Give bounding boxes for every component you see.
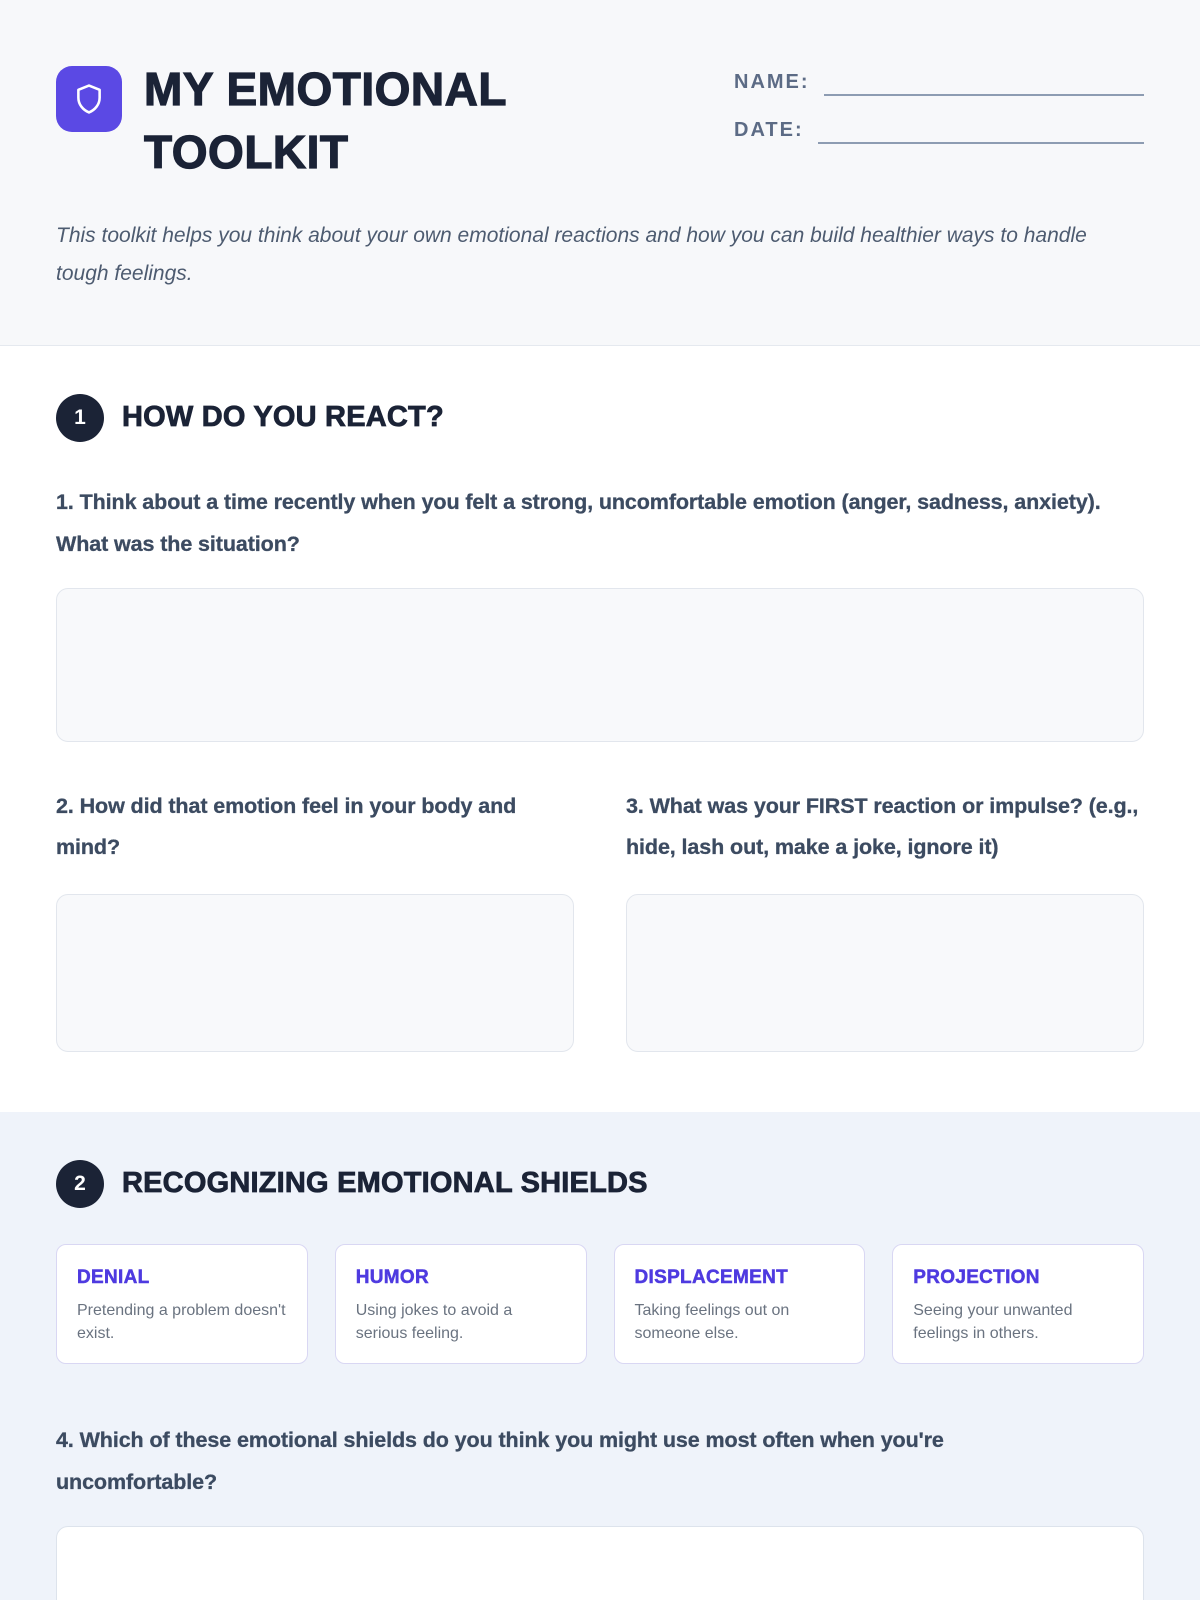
question-3-column: [626, 786, 1144, 1052]
card-description: Seeing your unwanted feelings in others.: [913, 1301, 1073, 1342]
card-projection: [892, 1244, 1144, 1364]
question-3-answer-box[interactable]: [626, 894, 1144, 1052]
date-label: DATE:: [734, 118, 804, 141]
question-4-label: 4. Which of these emotional shields do you think you might use most often when you're uncomfortable?: [56, 1427, 944, 1494]
date-field[interactable]: [818, 118, 1144, 144]
section-2-title: RECOGNIZING EMOTIONAL SHIELDS: [122, 1167, 648, 1200]
card-humor: [335, 1244, 587, 1364]
card-description: Using jokes to avoid a serious feeling.: [355, 1301, 513, 1342]
card-displacement: [614, 1244, 866, 1364]
name-label: NAME:: [734, 70, 810, 93]
name-field[interactable]: [824, 70, 1144, 96]
section-recognizing-emotional-shields: [0, 1112, 1200, 1600]
card-denial: [56, 1244, 308, 1364]
card-title: DENIAL: [77, 1266, 150, 1288]
card-title: PROJECTION: [913, 1266, 1040, 1288]
section-how-do-you-react: [0, 346, 1200, 1112]
page-title-line2: TOOLKIT: [144, 125, 349, 178]
page-title-line1: MY EMOTIONAL: [144, 63, 507, 115]
card-description: Pretending a problem doesn't exist.: [77, 1301, 286, 1342]
question-2-answer-box[interactable]: [56, 894, 574, 1052]
section-1-title: HOW DO YOU REACT?: [122, 401, 444, 434]
intro-text: This toolkit helps you think about your own emotional reactions and how you can build healthier ways to handle tough feelings.: [56, 224, 1087, 285]
question-3-label: 3. What was your FIRST reaction or impulse? (e.g., hide, lash out, make a joke, ignore it): [626, 793, 1139, 860]
shield-icon: [56, 66, 122, 132]
shield-cards: [56, 1244, 1144, 1364]
section-number-badge: 2: [56, 1160, 104, 1208]
page-title: [144, 58, 507, 183]
card-description: Taking feelings out on someone else.: [634, 1301, 790, 1342]
card-title: DISPLACEMENT: [634, 1266, 788, 1288]
card-title: HUMOR: [355, 1266, 430, 1288]
question-1-label: 1. Think about a time recently when you felt a strong, uncomfortable emotion (anger, sadness, anxiety). What was the situation?: [56, 489, 1101, 556]
header: [0, 0, 1200, 346]
question-2-label: 2. How did that emotion feel in your body and mind?: [56, 793, 517, 860]
question-2-column: [56, 786, 574, 1052]
name-date-fields: [734, 70, 1144, 166]
section-number-badge: 1: [56, 394, 104, 442]
question-1-answer-box[interactable]: [56, 588, 1144, 742]
question-4-answer-box[interactable]: [56, 1526, 1144, 1600]
brand: [56, 58, 507, 183]
